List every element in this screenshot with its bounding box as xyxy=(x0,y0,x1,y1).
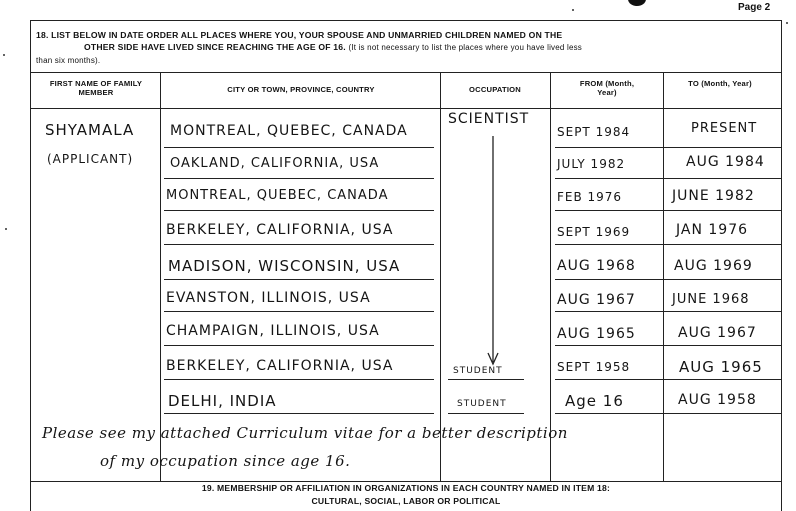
column-rule xyxy=(440,72,441,481)
header-top-rule xyxy=(30,72,782,73)
column-rule xyxy=(550,72,551,481)
row-rule xyxy=(164,345,434,346)
date-rule xyxy=(555,210,782,211)
page-number: Page 2 xyxy=(738,2,771,13)
column-rule xyxy=(160,72,161,481)
to-cell: AUG 1969 xyxy=(674,258,753,274)
city-cell: DELHI, INDIA xyxy=(168,392,277,410)
speck xyxy=(572,9,574,11)
row-rule xyxy=(164,147,434,148)
city-cell: CHAMPAIGN, ILLINOIS, USA xyxy=(166,323,380,339)
column-rule xyxy=(663,72,664,481)
from-cell: FEB 1976 xyxy=(557,190,623,204)
to-cell: JAN 1976 xyxy=(676,222,749,238)
question-18-note-end: than six months). xyxy=(36,56,101,65)
date-rule xyxy=(555,413,782,414)
question-19-line1: 19. MEMBERSHIP OR AFFILIATION IN ORGANIZATIONS IN EACH COUNTRY NAMED IN ITEM 18: xyxy=(201,483,611,493)
city-cell: BERKELEY, CALIFORNIA, USA xyxy=(166,222,394,238)
question-18 xyxy=(36,29,766,67)
question-18-note: (It is not necessary to list the places where you have lived less xyxy=(348,43,582,52)
speck xyxy=(3,54,5,56)
occupation-cell: STUDENT xyxy=(453,366,503,376)
from-cell: AUG 1967 xyxy=(557,292,636,308)
city-cell: MADISON, WISCONSIN, USA xyxy=(168,257,401,275)
question-18-line2: OTHER SIDE HAVE LIVED SINCE REACHING THE AGE OF 16. xyxy=(84,42,346,52)
row-rule xyxy=(164,311,434,312)
to-cell: AUG 1965 xyxy=(679,358,763,376)
header-to: TO (Month, Year) xyxy=(688,79,752,88)
date-rule xyxy=(555,311,782,312)
handwritten-note-line1: Please see my attached Curriculum vitae for a better description xyxy=(42,424,568,442)
header-city: CITY OR TOWN, PROVINCE, COUNTRY xyxy=(227,85,375,94)
family-member-name: SHYAMALA xyxy=(45,121,135,139)
date-rule xyxy=(555,379,782,380)
to-cell: PRESENT xyxy=(691,121,758,136)
city-cell: OAKLAND, CALIFORNIA, USA xyxy=(170,156,380,171)
row-rule xyxy=(164,379,434,380)
city-cell: BERKELEY, CALIFORNIA, USA xyxy=(166,358,394,374)
date-rule xyxy=(555,147,782,148)
header-family-member: FIRST NAME OF FAMILY MEMBER xyxy=(49,79,143,97)
row-rule xyxy=(164,178,434,179)
city-cell: EVANSTON, ILLINOIS, USA xyxy=(166,290,371,306)
from-cell: SEPT 1958 xyxy=(557,360,631,374)
date-rule xyxy=(555,244,782,245)
from-cell: Age 16 xyxy=(565,392,624,410)
to-cell: AUG 1958 xyxy=(678,392,757,408)
to-cell: JUNE 1968 xyxy=(672,292,750,307)
header-from: FROM (Month, Year) xyxy=(579,79,635,97)
speck xyxy=(786,22,788,24)
date-rule xyxy=(555,345,782,346)
from-cell: AUG 1965 xyxy=(557,326,636,342)
ink-blot xyxy=(628,0,646,6)
question-18-line1: 18. LIST BELOW IN DATE ORDER ALL PLACES WHERE YOU, YOUR SPOUSE AND UNMARRIED CHILDREN NAMED ON THE xyxy=(36,30,563,40)
from-cell: JULY 1982 xyxy=(557,157,626,171)
handwritten-note-line2: of my occupation since age 16. xyxy=(100,452,351,470)
header-bottom-rule xyxy=(30,108,782,109)
row-rule xyxy=(164,279,434,280)
question-19 xyxy=(30,482,782,508)
to-cell: AUG 1984 xyxy=(686,154,765,170)
from-cell: AUG 1968 xyxy=(557,258,636,274)
family-member-role: (APPLICANT) xyxy=(47,152,134,166)
date-rule xyxy=(555,279,782,280)
row-rule xyxy=(448,379,524,380)
date-rule xyxy=(555,178,782,179)
to-cell: JUNE 1982 xyxy=(672,188,755,204)
continuation-arrow-icon xyxy=(483,136,503,368)
from-cell: SEPT 1984 xyxy=(557,125,631,139)
row-rule xyxy=(164,210,434,211)
row-rule xyxy=(164,244,434,245)
city-cell: MONTREAL, QUEBEC, CANADA xyxy=(166,188,389,203)
header-occupation: OCCUPATION xyxy=(469,85,521,94)
to-cell: AUG 1967 xyxy=(678,325,757,341)
occupation-cell: STUDENT xyxy=(457,399,507,409)
question-19-line2: CULTURAL, SOCIAL, LABOR OR POLITICAL xyxy=(311,496,501,506)
occupation-cell: SCIENTIST xyxy=(448,111,530,127)
from-cell: SEPT 1969 xyxy=(557,225,631,239)
row-rule xyxy=(164,413,434,414)
city-cell: MONTREAL, QUEBEC, CANADA xyxy=(170,123,408,139)
row-rule xyxy=(448,413,524,414)
speck xyxy=(5,228,7,230)
